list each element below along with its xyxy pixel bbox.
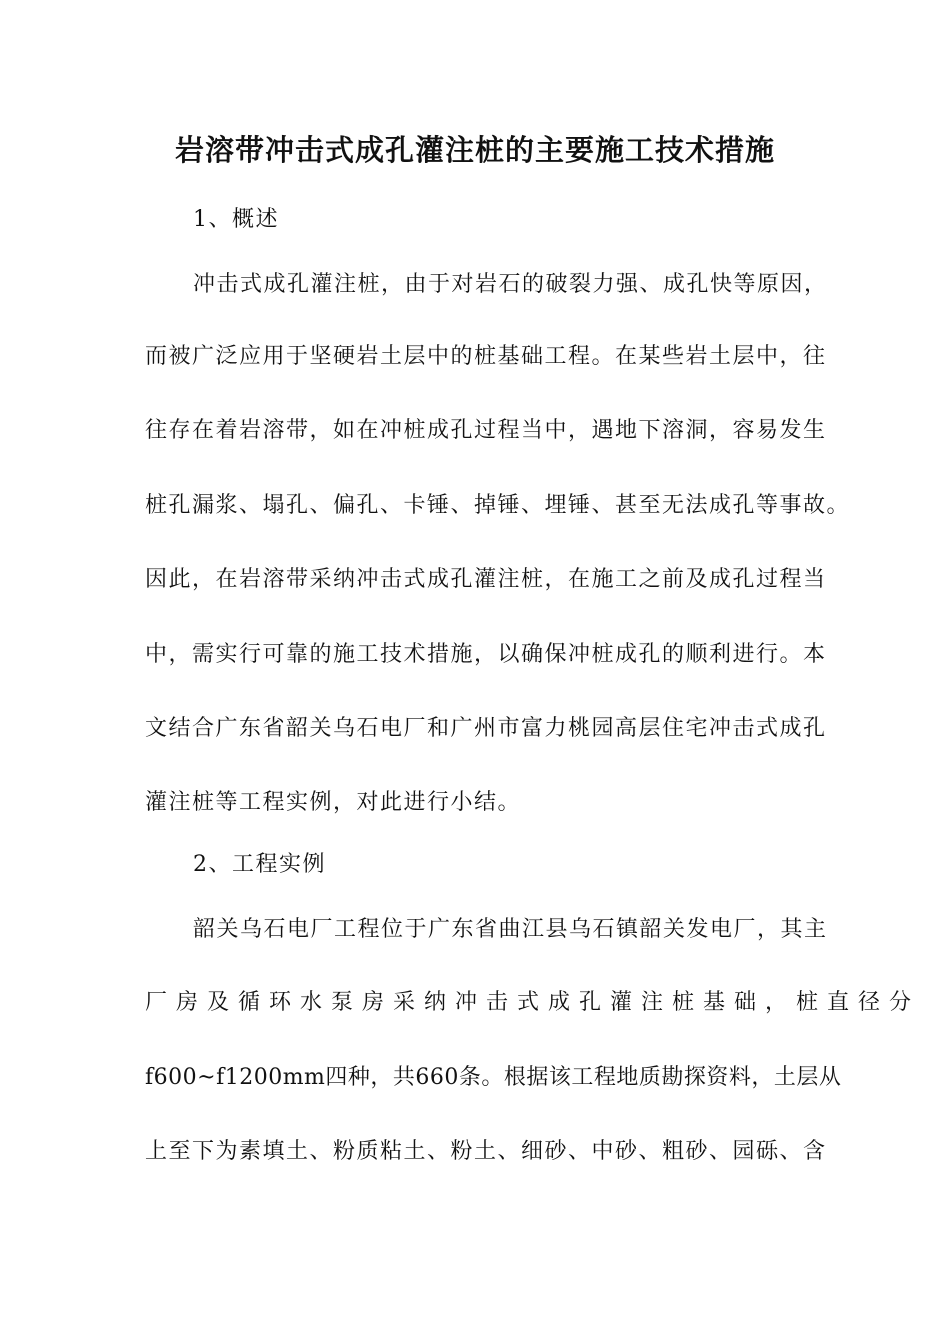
section-heading-examples: 2、工程实例 bbox=[193, 852, 326, 877]
paragraph-line: f600~f1200mm四种，共660条。根据该工程地质勘探资料，土层从 bbox=[145, 1065, 842, 1090]
paragraph-line: 灌注桩等工程实例，对此进行小结。 bbox=[145, 790, 522, 815]
paragraph-line: 冲击式成孔灌注桩，由于对岩石的破裂力强、成孔快等原因， bbox=[193, 272, 828, 297]
document-title: 岩溶带冲击式成孔灌注桩的主要施工技术措施 bbox=[174, 133, 775, 167]
paragraph-line: 往存在着岩溶带，如在冲桩成孔过程当中，遇地下溶洞，容易发生 bbox=[145, 418, 827, 443]
paragraph-line: 中，需实行可靠的施工技术措施，以确保冲桩成孔的顺利进行。本 bbox=[145, 642, 827, 667]
paragraph-line: 桩孔漏浆、塌孔、偏孔、卡锤、掉锤、埋锤、甚至无法成孔等事故。 bbox=[145, 493, 851, 518]
paragraph-line: 上至下为素填土、粉质粘土、粉土、细砂、中砂、粗砂、园砾、含 bbox=[145, 1139, 827, 1164]
paragraph-line: 而被广泛应用于坚硬岩土层中的桩基础工程。在某些岩土层中，往 bbox=[145, 344, 827, 369]
paragraph-line: 厂房及循环水泵房采纳冲击式成孔灌注桩基础，桩直径分 bbox=[145, 990, 921, 1015]
paragraph-line: 文结合广东省韶关乌石电厂和广州市富力桃园高层住宅冲击式成孔 bbox=[145, 716, 827, 741]
section-heading-overview: 1、概述 bbox=[193, 207, 279, 232]
paragraph-line: 韶关乌石电厂工程位于广东省曲江县乌石镇韶关发电厂，其主 bbox=[193, 917, 828, 942]
paragraph-line: 因此，在岩溶带采纳冲击式成孔灌注桩，在施工之前及成孔过程当 bbox=[145, 567, 827, 592]
